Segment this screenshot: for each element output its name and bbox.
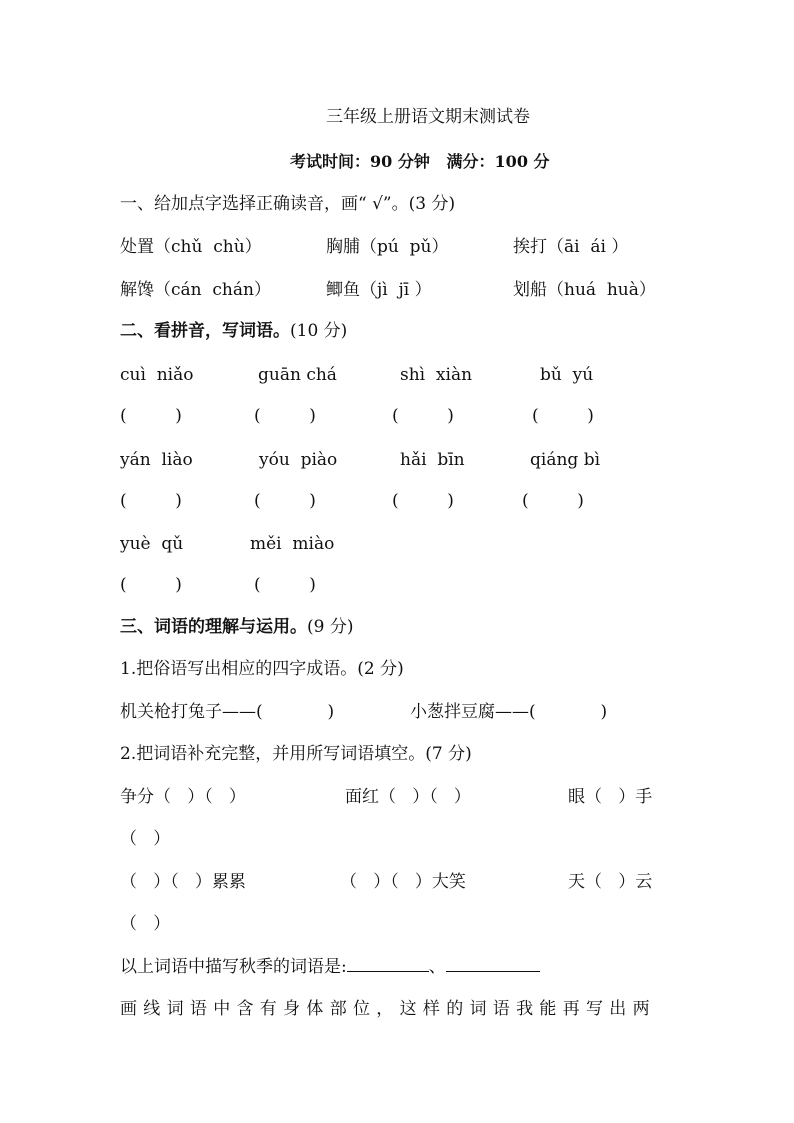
question-1: 1.把俗语写出相应的四字成语。(2 分) — [120, 659, 404, 679]
pinyin-4: bǔ yú — [540, 365, 594, 385]
s1-item-2: 胸脯（pú pǔ） — [326, 237, 449, 257]
pinyin-5: yán liào — [120, 450, 193, 470]
answer-blank[interactable]: ( ) — [392, 491, 454, 511]
answer-blank[interactable]: ( ) — [120, 491, 182, 511]
idiom-fill-6-wrap[interactable]: （ ） — [120, 914, 171, 934]
idiom-question-b[interactable]: 小葱拌豆腐——( ) — [410, 702, 608, 722]
pinyin-6: yóu piào — [259, 450, 338, 470]
s1-item-3: 挨打（āi ái ） — [513, 237, 629, 257]
pinyin-2: guān chá — [258, 365, 337, 385]
idiom-fill-1[interactable]: 争分（ ）（ ） — [120, 787, 246, 807]
answer-blank[interactable]: ( ) — [522, 491, 584, 511]
idiom-question-a[interactable]: 机关枪打兔子——( ) — [120, 702, 335, 722]
section-2-heading — [120, 320, 347, 342]
answer-blank[interactable]: ( ) — [254, 491, 316, 511]
section-3-heading — [120, 616, 353, 638]
idiom-fill-3-wrap[interactable]: （ ） — [120, 829, 171, 849]
s1-item-6: 划船（huá huà） — [513, 280, 656, 300]
idiom-fill-4[interactable]: （ ）（ ）累累 — [120, 872, 246, 892]
answer-blank[interactable]: ( ) — [254, 406, 316, 426]
answer-blank[interactable]: ( ) — [120, 575, 182, 595]
section-1-heading: 一、给加点字选择正确读音，画“ √”。(3 分) — [120, 194, 456, 214]
answer-blank[interactable]: ( ) — [392, 406, 454, 426]
body-parts-question: 画线词语中含有身体部位，这样的词语我能再写出两 — [120, 999, 656, 1019]
pinyin-8: qiáng bì — [530, 450, 601, 470]
pinyin-9: yuè qǔ — [120, 534, 184, 554]
exam-info: 考试时间：90 分钟 满分：100 分 — [290, 152, 550, 171]
idiom-fill-2[interactable]: 面红（ ）（ ） — [345, 787, 471, 807]
pinyin-7: hǎi bīn — [400, 450, 465, 470]
autumn-separator: 、 — [428, 957, 446, 977]
autumn-question — [120, 956, 540, 978]
pinyin-1: cuì niǎo — [120, 365, 194, 385]
idiom-fill-3[interactable]: 眼（ ）手 — [568, 787, 653, 807]
s1-item-1: 处置（chǔ chù） — [120, 237, 262, 257]
s1-item-4: 解馋（cán chán） — [120, 280, 271, 300]
answer-blank[interactable]: ( ) — [254, 575, 316, 595]
section-2-title: 二、看拼音，写词语。 — [120, 321, 290, 341]
idiom-fill-6[interactable]: 天（ ）云 — [568, 872, 653, 892]
answer-blank[interactable]: ( ) — [532, 406, 594, 426]
s1-item-5: 鲫鱼（jì jī ） — [326, 280, 432, 300]
autumn-question-text: 以上词语中描写秋季的词语是: — [120, 957, 347, 977]
answer-blank[interactable]: ( ) — [120, 406, 182, 426]
autumn-answer-line-1[interactable] — [347, 957, 429, 972]
section-3-title: 三、词语的理解与运用。 — [120, 617, 307, 637]
autumn-answer-line-2[interactable] — [446, 957, 540, 972]
section-3-points: (9 分) — [307, 617, 354, 637]
section-2-points: (10 分) — [290, 321, 348, 341]
page-title: 三年级上册语文期末测试卷 — [326, 107, 530, 127]
question-2: 2.把词语补充完整，并用所写词语填空。(7 分) — [120, 744, 472, 764]
idiom-fill-5[interactable]: （ ）（ ）大笑 — [340, 872, 466, 892]
pinyin-10: měi miào — [250, 534, 335, 554]
pinyin-3: shì xiàn — [400, 365, 473, 385]
